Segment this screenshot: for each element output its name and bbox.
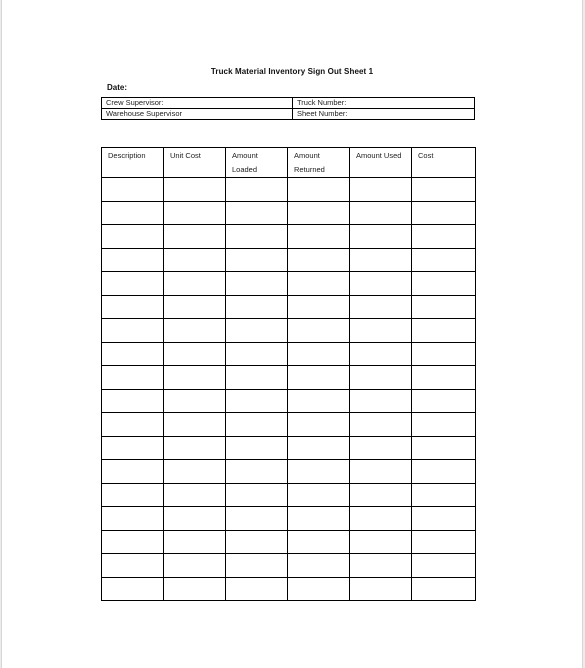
table-row [102,507,476,531]
entry-cell-description[interactable] [102,483,164,507]
entry-cell-amount-loaded[interactable] [226,366,288,390]
entry-cell-amount-used[interactable] [350,319,412,343]
entry-cell-description[interactable] [102,554,164,578]
entry-cell-cost[interactable] [412,319,476,343]
info-row [102,98,475,109]
entry-cell-amount-used[interactable] [350,295,412,319]
table-row [102,342,476,366]
entry-cell-amount-returned[interactable] [288,577,350,601]
entry-cell-cost[interactable] [412,460,476,484]
table-row [102,248,476,272]
entry-cell-amount-returned[interactable] [288,389,350,413]
entry-cell-description[interactable] [102,319,164,343]
entry-cell-amount-returned[interactable] [288,554,350,578]
entry-cell-unit-cost[interactable] [164,178,226,202]
entry-cell-unit-cost[interactable] [164,366,226,390]
entry-cell-cost[interactable] [412,577,476,601]
entry-cell-amount-used[interactable] [350,483,412,507]
entry-cell-description[interactable] [102,460,164,484]
column-header-text: Returned [294,165,325,174]
table-row [102,295,476,319]
table-row [102,178,476,202]
entry-cell-cost[interactable] [412,366,476,390]
warehouse-supervisor-field[interactable]: Warehouse Supervisor [102,109,293,120]
sheet-number-field[interactable]: Sheet Number: [293,109,475,120]
table-row [102,319,476,343]
entry-cell-amount-used[interactable] [350,248,412,272]
entry-cell-cost[interactable] [412,530,476,554]
entry-cell-description[interactable] [102,295,164,319]
entry-cell-unit-cost[interactable] [164,577,226,601]
entry-cell-unit-cost[interactable] [164,436,226,460]
entry-cell-description[interactable] [102,413,164,437]
document-page [1,0,583,668]
entry-cell-cost[interactable] [412,178,476,202]
entry-cell-unit-cost[interactable] [164,530,226,554]
entry-cell-unit-cost[interactable] [164,460,226,484]
entry-cell-description[interactable] [102,530,164,554]
entry-cell-amount-returned[interactable] [288,319,350,343]
entry-cell-amount-used[interactable] [350,413,412,437]
entry-cell-amount-loaded[interactable] [226,225,288,249]
entry-cell-unit-cost[interactable] [164,295,226,319]
entry-cell-amount-used[interactable] [350,178,412,202]
entry-cell-cost[interactable] [412,201,476,225]
entry-cell-amount-loaded[interactable] [226,295,288,319]
entry-cell-unit-cost[interactable] [164,413,226,437]
table-row [102,389,476,413]
entry-cell-amount-used[interactable] [350,436,412,460]
entry-cell-amount-loaded[interactable] [226,178,288,202]
entry-cell-amount-used[interactable] [350,389,412,413]
entry-cell-amount-used[interactable] [350,530,412,554]
entry-cell-unit-cost[interactable] [164,225,226,249]
entry-cell-unit-cost[interactable] [164,201,226,225]
entry-cell-amount-loaded[interactable] [226,413,288,437]
entry-cell-amount-loaded[interactable] [226,507,288,531]
entry-cell-cost[interactable] [412,272,476,296]
entry-cell-amount-used[interactable] [350,507,412,531]
entry-cell-amount-returned[interactable] [288,436,350,460]
entry-cell-amount-loaded[interactable] [226,201,288,225]
column-header-text: Amount Used [356,151,402,160]
entry-cell-cost[interactable] [412,342,476,366]
crew-supervisor-field[interactable]: Crew Supervisor: [102,98,293,109]
entry-cell-cost[interactable] [412,436,476,460]
page-title: Truck Material Inventory Sign Out Sheet 1 [210,67,374,76]
entry-cell-amount-used[interactable] [350,342,412,366]
entry-cell-amount-returned[interactable] [288,225,350,249]
entry-cell-description[interactable] [102,178,164,202]
supervisor-info-table [101,97,475,120]
entry-cell-cost[interactable] [412,225,476,249]
entry-cell-cost[interactable] [412,295,476,319]
entry-cell-unit-cost[interactable] [164,342,226,366]
column-header-amount-used [350,148,412,178]
entry-cell-cost[interactable] [412,554,476,578]
inventory-header-row [102,148,476,178]
table-row [102,413,476,437]
entry-cell-unit-cost[interactable] [164,389,226,413]
entry-cell-amount-loaded[interactable] [226,319,288,343]
entry-cell-unit-cost[interactable] [164,319,226,343]
entry-cell-amount-returned[interactable] [288,272,350,296]
table-row [102,272,476,296]
entry-cell-amount-returned[interactable] [288,201,350,225]
entry-cell-amount-loaded[interactable] [226,554,288,578]
entry-cell-description[interactable] [102,507,164,531]
entry-cell-description[interactable] [102,225,164,249]
entry-cell-cost[interactable] [412,507,476,531]
entry-cell-amount-returned[interactable] [288,178,350,202]
entry-cell-amount-loaded[interactable] [226,530,288,554]
entry-cell-description[interactable] [102,436,164,460]
entry-cell-unit-cost[interactable] [164,554,226,578]
entry-cell-description[interactable] [102,389,164,413]
entry-cell-amount-returned[interactable] [288,460,350,484]
entry-cell-amount-used[interactable] [350,272,412,296]
table-row [102,366,476,390]
entry-cell-amount-loaded[interactable] [226,460,288,484]
table-row [102,530,476,554]
info-row [102,109,475,120]
entry-cell-amount-returned[interactable] [288,342,350,366]
column-header-amount-returned [288,148,350,178]
entry-cell-amount-used[interactable] [350,554,412,578]
column-header-text: Amount [294,151,320,160]
entry-cell-amount-returned[interactable] [288,413,350,437]
table-row [102,483,476,507]
entry-cell-cost[interactable] [412,248,476,272]
entry-cell-description[interactable] [102,248,164,272]
date-label: Date: [107,83,128,92]
entry-cell-unit-cost[interactable] [164,483,226,507]
entry-cell-amount-returned[interactable] [288,483,350,507]
table-row [102,460,476,484]
entry-cell-amount-used[interactable] [350,366,412,390]
entry-cell-amount-loaded[interactable] [226,389,288,413]
entry-cell-amount-loaded[interactable] [226,483,288,507]
truck-number-field[interactable]: Truck Number: [293,98,475,109]
column-header-description [102,148,164,178]
column-header-text: Cost [418,151,434,160]
column-header-text: Loaded [232,165,258,174]
entry-cell-description[interactable] [102,201,164,225]
column-header-text: Amount [232,151,258,160]
entry-cell-cost[interactable] [412,389,476,413]
entry-cell-amount-loaded[interactable] [226,272,288,296]
table-row [102,201,476,225]
table-row [102,554,476,578]
entry-cell-unit-cost[interactable] [164,248,226,272]
entry-cell-amount-returned[interactable] [288,248,350,272]
column-header-text: Description [108,151,146,160]
entry-cell-amount-used[interactable] [350,460,412,484]
inventory-body [102,178,476,601]
entry-cell-amount-returned[interactable] [288,366,350,390]
entry-cell-unit-cost[interactable] [164,272,226,296]
entry-cell-amount-returned[interactable] [288,295,350,319]
entry-cell-amount-loaded[interactable] [226,436,288,460]
table-row [102,577,476,601]
table-row [102,225,476,249]
entry-cell-amount-used[interactable] [350,201,412,225]
inventory-table [101,147,476,601]
entry-cell-description[interactable] [102,366,164,390]
entry-cell-amount-loaded[interactable] [226,248,288,272]
entry-cell-cost[interactable] [412,413,476,437]
column-header-cost [412,148,476,178]
entry-cell-amount-loaded[interactable] [226,577,288,601]
table-row [102,436,476,460]
entry-cell-cost[interactable] [412,483,476,507]
entry-cell-description[interactable] [102,342,164,366]
column-header-text: Unit Cost [170,151,201,160]
entry-cell-unit-cost[interactable] [164,507,226,531]
entry-cell-amount-loaded[interactable] [226,342,288,366]
entry-cell-amount-used[interactable] [350,225,412,249]
entry-cell-amount-returned[interactable] [288,530,350,554]
column-header-amount-loaded [226,148,288,178]
column-header-unit-cost [164,148,226,178]
entry-cell-amount-returned[interactable] [288,507,350,531]
entry-cell-description[interactable] [102,272,164,296]
entry-cell-description[interactable] [102,577,164,601]
entry-cell-amount-used[interactable] [350,577,412,601]
